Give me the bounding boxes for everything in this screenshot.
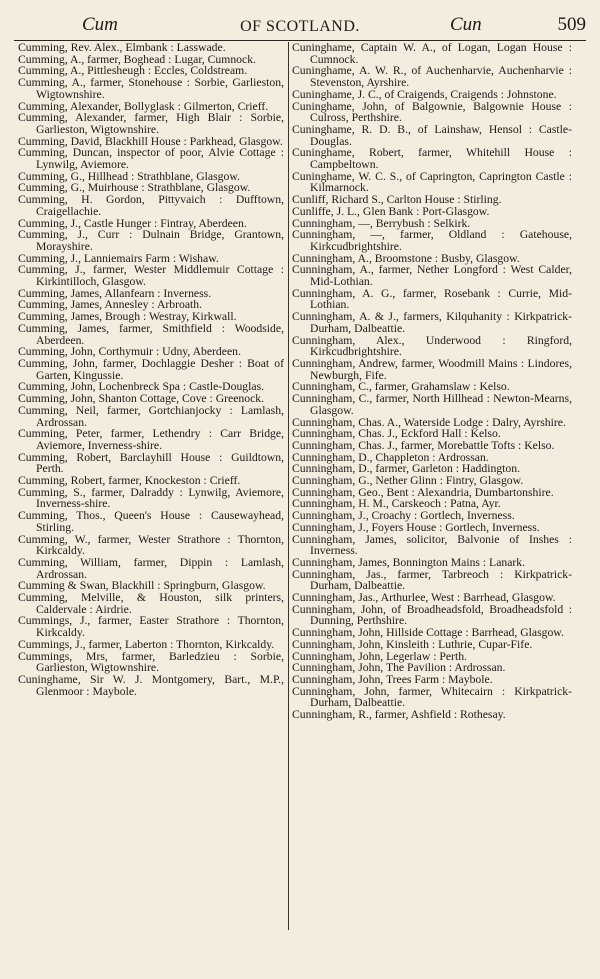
directory-entry: Cumming, James, farmer, Smithfield : Woodside, Aberdeen. bbox=[18, 321, 284, 347]
directory-entry: Cumming, William, farmer, Dippin : Lamlash, Ardrossan. bbox=[18, 555, 284, 581]
directory-entry: Cunningham, —, farmer, Oldland : Gatehouse, Kirkcudbrightshire. bbox=[292, 228, 572, 253]
directory-entry: Cumming, H. Gordon, Pittyvaich : Dufftown, Craigellachie. bbox=[18, 193, 284, 218]
directory-entry: Cunningham, John, Hillside Cottage : Barrhead, Glasgow. bbox=[292, 626, 564, 640]
directory-entry: Cunningham, Chas. J., farmer, Morebattle Tofts : Kelso. bbox=[292, 438, 555, 452]
directory-entry: Cumming, A., Pittlesheugh : Eccles, Coldstream. bbox=[18, 64, 248, 78]
directory-entry: Cumming, Duncan, inspector of poor, Alvie Cottage : Lynwilg, Aviemore. bbox=[18, 146, 284, 172]
directory-entry: Cunningham, John, Legerlaw : Perth. bbox=[292, 649, 467, 663]
directory-entry: Cunningham, A. G., farmer, Rosebank : Currie, Mid-Lothian. bbox=[292, 286, 572, 312]
directory-entry: Cumming, J., Curr : Dulnain Bridge, Grantown, Morayshire. bbox=[18, 228, 284, 253]
directory-entry: Cumming, David, Blackhill House : Parkhead, Glasgow. bbox=[18, 134, 283, 148]
directory-entry: Cunningham, A., Broomstone : Busby, Glasgow. bbox=[292, 251, 520, 265]
directory-entry: Cumming, J., Castle Hunger : Fintray, Aberdeen. bbox=[18, 216, 247, 230]
directory-entry: Cuninghame, W. C. S., of Caprington, Caprington Castle : Kilmarnock. bbox=[292, 169, 572, 195]
directory-entry: Cumming, Alexander, Bollyglask : Gilmerton, Crieff. bbox=[18, 99, 269, 113]
left-column bbox=[18, 42, 284, 697]
directory-entry: Cuninghame, A. W. R., of Auchenharvie, Auchenharvie : Stevenston, Ayrshire. bbox=[292, 64, 572, 90]
directory-entry: Cunningham, J., Foyers House : Gortlech, Inverness. bbox=[292, 520, 540, 534]
directory-entry: Cunningham, A. & J., farmers, Kilquhanity : Kirkpatrick-Durham, Dalbeattie. bbox=[292, 310, 572, 335]
directory-entry: Cumming, Rev. Alex., Elmbank : Lasswade. bbox=[18, 41, 226, 54]
directory-entry: Cumming, G., Muirhouse : Strathblane, Glasgow. bbox=[18, 181, 251, 195]
directory-entry: Cunningham, Chas. J., Eckford Hall : Kelso. bbox=[292, 427, 501, 441]
directory-entry: Cunningham, Geo., Bent : Alexandria, Dumbartonshire. bbox=[292, 485, 554, 499]
directory-entry: Cunliffe, J. L., Glen Bank : Port-Glasgow. bbox=[292, 204, 490, 218]
directory-entry: Cunningham, G., Nether Glinn : Fintry, Glasgow. bbox=[292, 474, 524, 488]
directory-entry: Cunningham, Jas., Arthurlee, West : Barrhead, Glasgow. bbox=[292, 591, 556, 605]
directory-entry: Cunningham, Chas. A., Waterside Lodge : Dalry, Ayrshire. bbox=[292, 415, 566, 429]
directory-entry: Cuninghame, Captain W. A., of Logan, Logan House : Cumnock. bbox=[292, 41, 572, 66]
page-header bbox=[14, 14, 586, 36]
directory-entry: Cunningham, A., farmer, Nether Longford : West Calder, Mid-Lothian. bbox=[292, 263, 572, 289]
directory-entry: Cumming, James, Brough : Westray, Kirkwall. bbox=[18, 310, 237, 324]
directory-entry: Cumming, J., farmer, Wester Middlemuir Cottage : Kirkintilloch, Glasgow. bbox=[18, 263, 284, 289]
directory-entry: Cunningham, James, Bonnington Mains : Lanark. bbox=[292, 555, 526, 569]
directory-entry: Cunningham, C., farmer, Grahamslaw : Kelso. bbox=[292, 380, 510, 394]
directory-entry: Cumming, J., Lanniemairs Farm : Wishaw. bbox=[18, 251, 219, 265]
directory-entry: Cumming, Robert, farmer, Knockeston : Crieff. bbox=[18, 474, 241, 488]
directory-entry: Cunningham, D., Chappleton : Ardrossan. bbox=[292, 450, 489, 464]
directory-entry: Cuninghame, Sir W. J. Montgomery, Bart., M.P., Glenmoor : Maybole. bbox=[18, 672, 284, 698]
directory-entry: Cunningham, D., farmer, Garleton : Haddington. bbox=[292, 462, 521, 476]
directory-entry: Cuninghame, J. C., of Craigends, Craigends : Johnstone. bbox=[292, 87, 557, 101]
directory-entry: Cunningham, John, The Pavilion : Ardrossan. bbox=[292, 661, 506, 675]
directory-entry: Cumming, Thos., Queen's House : Causewayhead, Stirling. bbox=[18, 509, 284, 534]
directory-entry: Cunningham, —, Berrybush : Selkirk. bbox=[292, 216, 471, 230]
directory-entry: Cummings, Mrs, farmer, Barledzieu : Sorbie, Garlieston, Wigtownshire. bbox=[18, 649, 284, 675]
running-head-right: Cun bbox=[450, 14, 482, 35]
directory-entry: Cunningham, Andrew, farmer, Woodmill Mains : Lindores, Newburgh, Fife. bbox=[292, 356, 572, 382]
directory-entry: Cumming, A., farmer, Boghead : Lugar, Cumnock. bbox=[18, 52, 256, 66]
directory-entry: Cumming, John, Lochenbreck Spa : Castle-Douglas. bbox=[18, 380, 265, 394]
directory-entry: Cunningham, R., farmer, Ashfield : Rothesay. bbox=[292, 708, 506, 722]
directory-entry: Cumming, Peter, farmer, Lethendry : Carr Bridge, Aviemore, Inverness-shire. bbox=[18, 427, 284, 452]
column-divider bbox=[288, 42, 289, 930]
directory-entry: Cummings, J., farmer, Easter Strathore : Thornton, Kirkcaldy. bbox=[18, 614, 284, 640]
directory-entry: Cumming, John, Shanton Cottage, Cove : Greenock. bbox=[18, 392, 265, 406]
directory-entry: Cuninghame, Robert, farmer, Whitehill House : Campbeltown. bbox=[292, 146, 572, 172]
directory-entry: Cumming, S., farmer, Dalraddy : Lynwilg, Aviemore, Inverness-shire. bbox=[18, 485, 284, 511]
directory-entry: Cumming, James, Annesley : Arbroath. bbox=[18, 298, 203, 312]
directory-entry: Cumming, Robert, Barclayhill House : Guildtown, Perth. bbox=[18, 450, 284, 476]
directory-entry: Cunningham, J., Croachy : Gortlech, Inverness. bbox=[292, 509, 515, 523]
running-head-title: OF SCOTLAND. bbox=[240, 18, 360, 35]
directory-entry: Cumming, G., Hillhead : Strathblane, Glasgow. bbox=[18, 169, 240, 183]
directory-entry: Cunningham, Jas., farmer, Tarbreoch : Kirkpatrick-Durham, Dalbeattie. bbox=[292, 567, 572, 593]
directory-entry: Cumming, W., farmer, Wester Strathore : Thornton, Kirkcaldy. bbox=[18, 532, 284, 558]
directory-entry: Cumming, Neil, farmer, Gortchianjocky : Lamlash, Ardrossan. bbox=[18, 403, 284, 429]
directory-entry: Cunningham, C., farmer, North Hillhead : Newton-Mearns, Glasgow. bbox=[292, 392, 572, 417]
directory-entry: Cunningham, John, Kinsleith : Luthrie, Cupar-Fife. bbox=[292, 637, 533, 651]
directory-entry: Cuninghame, R. D. B., of Lainshaw, Hensol : Castle-Douglas. bbox=[292, 122, 572, 148]
directory-entry: Cumming & Swan, Blackhill : Springburn, Glasgow. bbox=[18, 579, 266, 593]
directory-entry: Cumming, James, Allanfearn : Inverness. bbox=[18, 286, 212, 300]
directory-entry: Cumming, John, Corthymuir : Udny, Aberdeen. bbox=[18, 345, 241, 359]
right-column bbox=[292, 42, 572, 721]
directory-entry: Cummings, J., farmer, Laberton : Thornton, Kirkcaldy. bbox=[18, 637, 275, 651]
directory-entry: Cumming, John, farmer, Dochlaggie Desher : Boat of Garten, Kingussie. bbox=[18, 356, 284, 382]
directory-entry: Cunningham, John, farmer, Whitecairn : Kirkpatrick-Durham, Dalbeattie. bbox=[292, 684, 572, 710]
directory-entry: Cunningham, Alex., Underwood : Ringford, Kirkcudbrightshire. bbox=[292, 333, 572, 359]
directory-entry: Cunningham, James, solicitor, Balvonie of Inshes : Inverness. bbox=[292, 532, 572, 558]
directory-entry: Cunningham, H. M., Carskeoch : Patna, Ayr. bbox=[292, 497, 501, 511]
directory-entry: Cumming, A., farmer, Stonehouse : Sorbie, Garlieston, Wigtownshire. bbox=[18, 76, 284, 101]
directory-entry: Cumming, Alexander, farmer, High Blair : Sorbie, Garlieston, Wigtownshire. bbox=[18, 111, 284, 136]
directory-entry: Cunningham, John, of Broadheadsfold, Broadheadsfold : Dunning, Perthshire. bbox=[292, 602, 572, 628]
running-head-left: Cum bbox=[82, 14, 118, 35]
directory-entry: Cuninghame, John, of Balgownie, Balgownie House : Culross, Perthshire. bbox=[292, 99, 572, 125]
directory-entry: Cunliff, Richard S., Carlton House : Stirling. bbox=[292, 193, 502, 207]
directory-entry: Cumming, Melville, & Houston, silk printers, Caldervale : Airdrie. bbox=[18, 591, 284, 616]
page-number: 509 bbox=[557, 14, 586, 35]
directory-entry: Cunningham, John, Trees Farm : Maybole. bbox=[292, 672, 493, 686]
